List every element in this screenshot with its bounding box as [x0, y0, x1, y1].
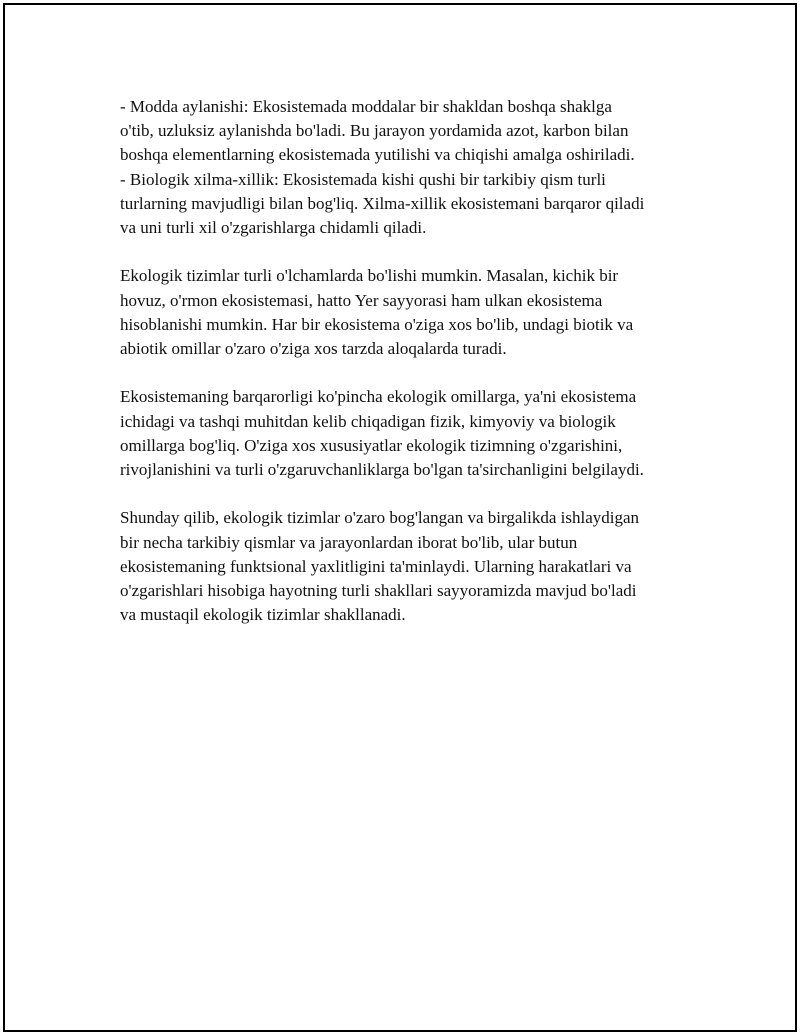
paragraph-spacer	[120, 361, 700, 385]
paragraph-cycles-and-diversity	[120, 95, 700, 240]
text-line: va uni turli xil o'zgarishlarga chidamli qiladi.	[120, 218, 427, 238]
paragraph-ecosystem-sizes	[120, 264, 700, 361]
text-line: - Modda aylanishi: Ekosistemada moddalar bir shakldan boshqa shaklga	[120, 97, 612, 116]
text-line: Shunday qilib, ekologik tizimlar o'zaro bog'langan va birgalikda ishlaydigan	[120, 508, 640, 528]
text-line: - Biologik xilma-xillik: Ekosistemada kishi qushi bir tarkibiy qism turli	[120, 169, 606, 189]
paragraph-spacer	[120, 482, 700, 506]
text-line: rivojlanishini va turli o'zgaruvchanliklarga bo'lgan ta'sirchanligini belgilaydi.	[120, 460, 644, 480]
text-line: o'zgarishlari hisobiga hayotning turli shakllari sayyoramizda mavjud bo'ladi	[120, 581, 637, 601]
text-line: bir necha tarkibiy qismlar va jarayonlardan iborat bo'lib, ular butun	[120, 532, 578, 552]
text-line: Ekosistemaning barqarorligi ko'pincha ekologik omillarga, ya'ni ekosistema	[120, 387, 637, 407]
paragraph-conclusion	[120, 506, 700, 627]
text-line: omillarga bog'liq. O'ziga xos xususiyatlar ekologik tizimning o'zgarishini,	[120, 435, 623, 455]
document-page	[3, 3, 797, 1032]
text-line: va mustaqil ekologik tizimlar shakllanadi.	[120, 605, 406, 625]
text-line: hisoblanishi mumkin. Har bir ekosistema o'ziga xos bo'lib, undagi biotik va	[120, 314, 634, 334]
text-line: Ekologik tizimlar turli o'lchamlarda bo'lishi mumkin. Masalan, kichik bir	[120, 266, 619, 286]
text-line: turlarning mavjudligi bilan bog'liq. Xilma-xillik ekosistemani barqaror qiladi	[120, 193, 645, 213]
text-line: ichidagi va tashqi muhitdan kelib chiqadigan fizik, kimyoviy va biologik	[120, 411, 616, 431]
text-line: hovuz, o'rmon ekosistemasi, hatto Yer sayyorasi ham ulkan ekosistema	[120, 290, 603, 310]
document-body	[120, 95, 700, 627]
paragraph-spacer	[120, 240, 700, 264]
text-line: o'tib, uzluksiz aylanishda bo'ladi. Bu jarayon yordamida azot, karbon bilan	[120, 121, 629, 141]
text-line: ekosistemaning funktsional yaxlitligini ta'minlaydi. Ularning harakatlari va	[120, 556, 632, 576]
text-line: boshqa elementlarning ekosistemada yutilishi va chiqishi amalga oshiriladi.	[120, 145, 635, 165]
paragraph-ecosystem-stability	[120, 385, 700, 482]
text-line: abiotik omillar o'zaro o'ziga xos tarzda aloqalarda turadi.	[120, 339, 507, 359]
